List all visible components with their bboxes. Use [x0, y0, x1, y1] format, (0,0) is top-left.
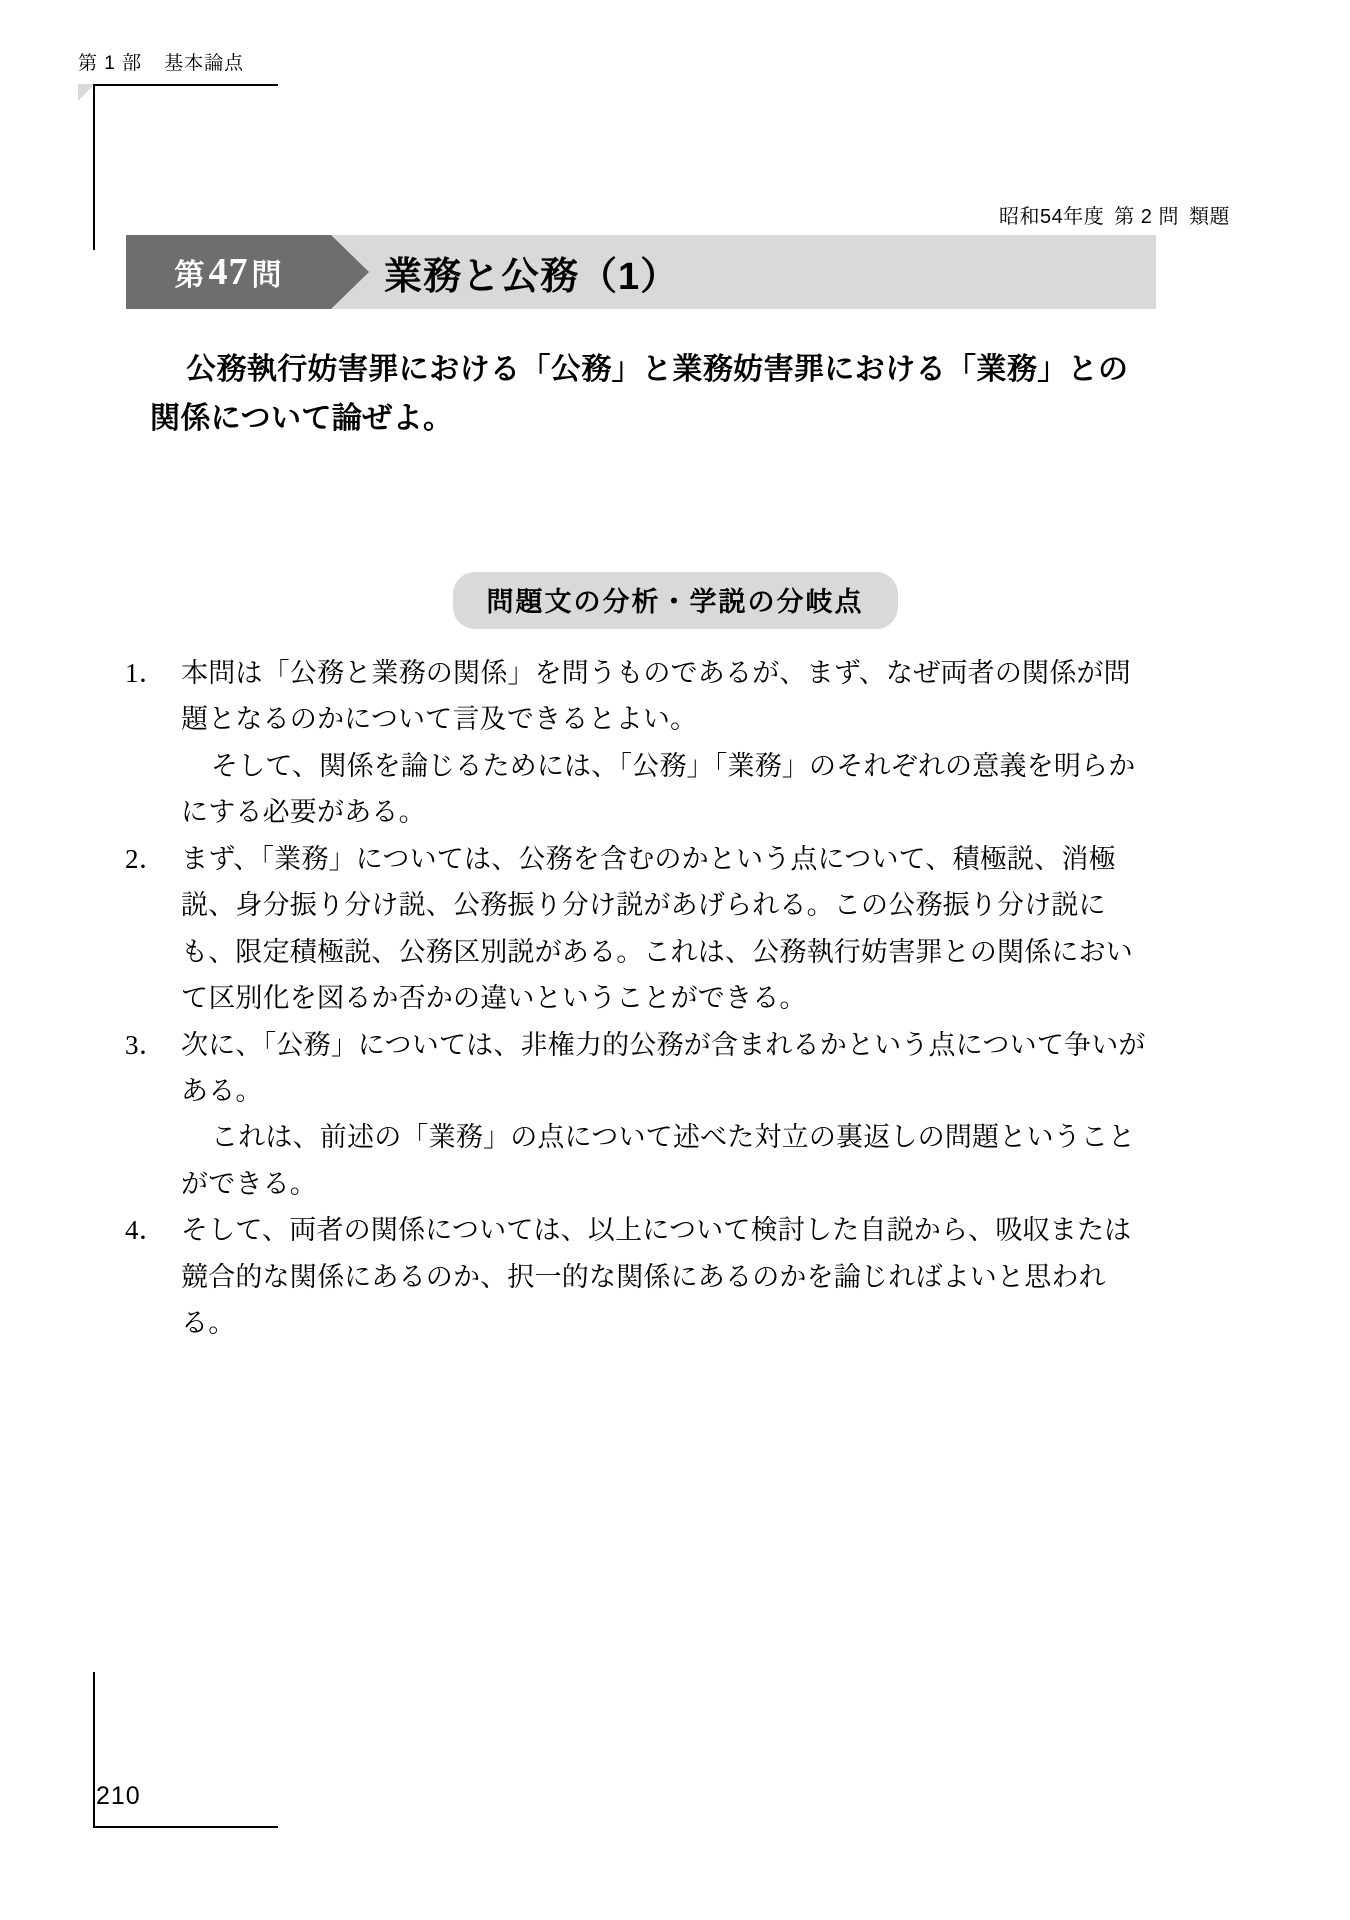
section-heading	[0, 572, 1350, 629]
list-item	[125, 1207, 1155, 1346]
question-number	[126, 235, 331, 309]
analysis-list	[125, 650, 1155, 1347]
list-item-body	[181, 1207, 1155, 1346]
page-title: 業務と公務（1）	[384, 255, 680, 298]
exam-meta-year: 昭和54年度	[999, 206, 1105, 228]
question-number-suffix: 問	[251, 259, 283, 292]
list-item-marker: 3．	[125, 1029, 166, 1060]
list-item-paragraph: これは、前述の「業務」の点について述べた対立の裏返しの問題ということができる。	[181, 1122, 1136, 1199]
list-item-paragraph: 次に、「公務」については、非権力的公務が含まれるかという点について争いがある。	[181, 1029, 1146, 1106]
list-item	[125, 650, 1155, 836]
corner-rule-top	[93, 84, 95, 250]
exam-meta-type: 類題	[1189, 206, 1230, 228]
list-item-body	[181, 650, 1155, 836]
running-head-part: 第 1 部	[78, 53, 143, 74]
folio-rule	[93, 1826, 278, 1828]
list-item-body	[181, 836, 1155, 1022]
list-item-marker: 1．	[125, 658, 166, 688]
list-item-paragraph: そして、関係を論じるためには、「公務」「業務」のそれぞれの意義を明らかにする必要がある。	[181, 750, 1136, 828]
corner-rule-bottom	[93, 1672, 95, 1827]
list-item-paragraph: まず、「業務」については、公務を含むのかという点について、積極説、消極説、身分振り分け説、公務振り分け説があげられる。この公務振り分け説にも、限定積極説、公務区別説がある。これは、公務執行妨害罪との関係において区別化を図るか否かの違いということができる。	[181, 843, 1133, 1014]
list-item	[125, 1022, 1155, 1208]
question-number-value: 47	[208, 251, 249, 293]
running-head	[78, 48, 244, 75]
list-item-body	[181, 1022, 1155, 1208]
exam-meta-question: 第 2 問	[1114, 206, 1179, 228]
running-head-section: 基本論点	[164, 53, 245, 74]
list-item-paragraph: そして、両者の関係については、以上について検討した自説から、吸収または競合的な関係にあるのか、択一的な関係にあるのかを論じればよいと思われる。	[181, 1215, 1132, 1339]
title-band	[126, 235, 1156, 309]
list-item-paragraph: 本問は「公務と業務の関係」を問うものであるが、まず、なぜ両者の関係が問題となるのかについて言及できるとよい。	[181, 658, 1131, 735]
running-head-rule	[78, 84, 278, 86]
list-item	[125, 836, 1155, 1022]
exam-meta	[989, 200, 1230, 229]
list-item-marker: 4．	[125, 1215, 166, 1246]
page-number: 210	[96, 1782, 141, 1810]
section-heading-label: 問題文の分析・学説の分岐点	[453, 572, 898, 629]
question-number-prefix: 第	[174, 259, 206, 292]
question-statement: 公務執行妨害罪における「公務」と業務妨害罪における「業務」との関係について論ぜよ。	[150, 353, 1129, 435]
list-item-marker: 2．	[125, 843, 166, 874]
title-tag-arrow-icon	[331, 235, 369, 309]
